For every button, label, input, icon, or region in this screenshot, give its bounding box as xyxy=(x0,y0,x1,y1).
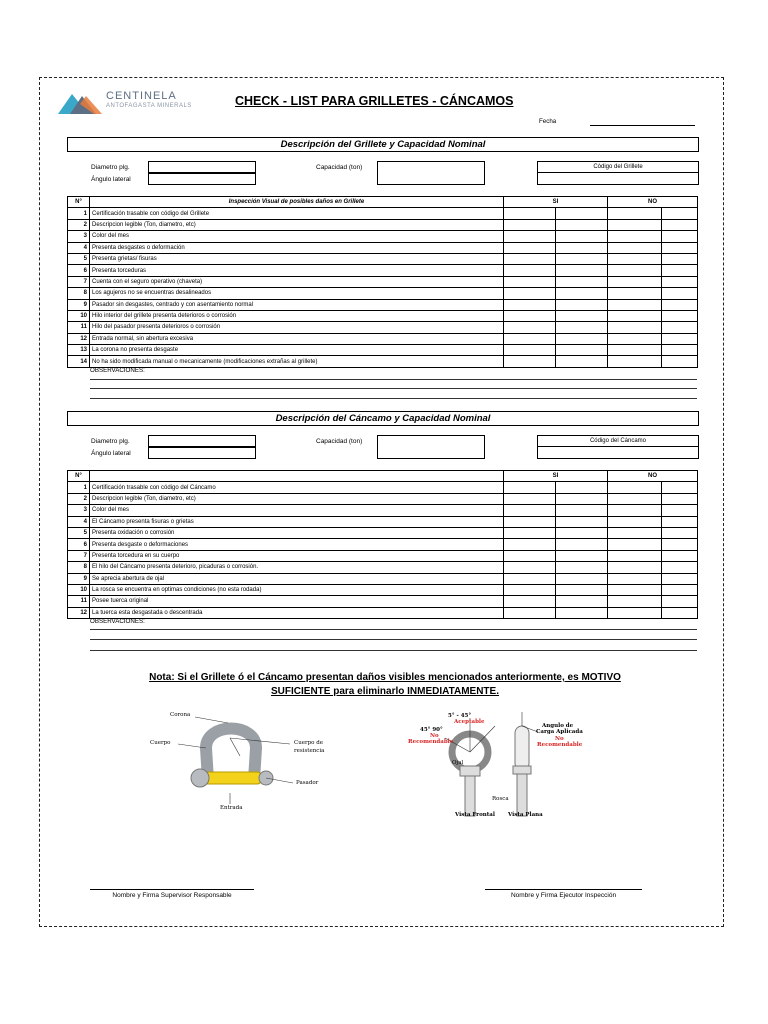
item-number: 5 xyxy=(68,527,90,538)
no-cell-b[interactable] xyxy=(662,288,698,299)
eyebolt-no-label-1: No xyxy=(430,733,439,739)
grillete-codigo-label: Código del Grillete xyxy=(537,161,699,173)
table-row xyxy=(68,288,698,299)
col-no-header: NO xyxy=(608,471,698,482)
si-cell-a[interactable] xyxy=(504,333,556,344)
si-cell-b[interactable] xyxy=(556,527,608,538)
si-cell-b[interactable] xyxy=(556,596,608,607)
si-cell-b[interactable] xyxy=(556,573,608,584)
item-number: 11 xyxy=(68,322,90,333)
shackle-cuerpo-resistencia-label-1: Cuerpo de xyxy=(294,740,323,746)
eyebolt-vista-plana-label: Vista Plana xyxy=(508,812,543,818)
cancamo-capacidad-label: Capacidad (ton) xyxy=(316,438,363,445)
item-number: 10 xyxy=(68,584,90,595)
item-text: Presenta grietas/ fisuras xyxy=(90,253,504,264)
si-cell-a[interactable] xyxy=(504,219,556,230)
item-text: Presenta oxidación o corrosión xyxy=(90,527,504,538)
table-row xyxy=(68,573,698,584)
logo-name: CENTINELA xyxy=(106,90,177,102)
eyebolt-range-ok-label: 5° - 45° xyxy=(448,713,472,719)
si-cell-a[interactable] xyxy=(504,356,556,367)
no-cell-a[interactable] xyxy=(608,208,662,219)
si-cell-b[interactable] xyxy=(556,345,608,356)
no-cell-a[interactable] xyxy=(608,219,662,230)
si-cell-a[interactable] xyxy=(504,505,556,516)
si-cell-b[interactable] xyxy=(556,356,608,367)
si-cell-a[interactable] xyxy=(504,607,556,618)
si-cell-b[interactable] xyxy=(556,562,608,573)
grillete-obs-line-2[interactable] xyxy=(90,388,697,389)
si-cell-a[interactable] xyxy=(504,208,556,219)
shackle-corona-label: Corona xyxy=(170,712,191,718)
logo-subtitle: ANTOFAGASTA MINERALS xyxy=(106,103,192,109)
table-row xyxy=(68,242,698,253)
eyebolt-side-shank-icon xyxy=(517,774,527,816)
item-text: Descripcion legible (Ton, diametro, etc) xyxy=(90,219,504,230)
si-cell-b[interactable] xyxy=(556,242,608,253)
table-row xyxy=(68,584,698,595)
eyebolt-recomendable-label-2: Recomendable xyxy=(537,742,583,748)
item-number: 1 xyxy=(68,208,90,219)
no-cell-b[interactable] xyxy=(662,276,698,287)
table-row xyxy=(68,333,698,344)
item-text: Color del mes xyxy=(90,231,504,242)
no-cell-a[interactable] xyxy=(608,231,662,242)
no-cell-b[interactable] xyxy=(662,208,698,219)
col-n-header: N° xyxy=(68,197,90,208)
table-row xyxy=(68,276,698,287)
no-cell-b[interactable] xyxy=(662,550,698,561)
table-row xyxy=(68,253,698,264)
item-number: 4 xyxy=(68,242,90,253)
no-cell-b[interactable] xyxy=(662,562,698,573)
item-text: Presenta torceduras xyxy=(90,265,504,276)
si-cell-a[interactable] xyxy=(504,527,556,538)
item-number: 7 xyxy=(68,550,90,561)
item-number: 14 xyxy=(68,356,90,367)
grillete-angulo-input[interactable] xyxy=(148,173,256,185)
si-cell-a[interactable] xyxy=(504,253,556,264)
grillete-observaciones-label: OBSERVACIONES: xyxy=(90,367,145,374)
eyebolt-rosca-label: Rosca xyxy=(492,796,509,802)
si-cell-b[interactable] xyxy=(556,299,608,310)
eyebolt-side-eye-icon xyxy=(515,726,529,770)
no-cell-b[interactable] xyxy=(662,219,698,230)
table-row xyxy=(68,550,698,561)
cancamo-observaciones-label: OBSERVACIONES: xyxy=(90,618,145,625)
no-cell-a[interactable] xyxy=(608,299,662,310)
no-cell-a[interactable] xyxy=(608,527,662,538)
no-cell-b[interactable] xyxy=(662,333,698,344)
eyebolt-ojal-label: Ojal xyxy=(452,760,464,766)
si-cell-a[interactable] xyxy=(504,573,556,584)
no-cell-b[interactable] xyxy=(662,242,698,253)
si-cell-a[interactable] xyxy=(504,310,556,321)
grillete-capacidad-input[interactable] xyxy=(377,161,485,185)
cancamo-codigo-input[interactable] xyxy=(537,446,699,459)
si-cell-a[interactable] xyxy=(504,276,556,287)
grillete-obs-line-3[interactable] xyxy=(90,398,697,399)
item-text: Descripcion legible (Ton, diametro, etc) xyxy=(90,493,504,504)
cancamo-diametro-input[interactable] xyxy=(148,435,256,447)
ejecutor-signature-line[interactable]: Nombre y Firma Ejecutor Inspección xyxy=(485,889,642,899)
col-inspeccion-header xyxy=(90,471,504,482)
no-cell-a[interactable] xyxy=(608,310,662,321)
item-number: 12 xyxy=(68,607,90,618)
no-cell-b[interactable] xyxy=(662,596,698,607)
no-cell-a[interactable] xyxy=(608,265,662,276)
item-text: Presenta torcedura en su cuerpo xyxy=(90,550,504,561)
item-text: Presenta desgastes o deformación xyxy=(90,242,504,253)
no-cell-b[interactable] xyxy=(662,345,698,356)
no-cell-a[interactable] xyxy=(608,550,662,561)
si-cell-b[interactable] xyxy=(556,482,608,493)
item-text: Entrada normal, sin abertura excesiva xyxy=(90,333,504,344)
si-cell-a[interactable] xyxy=(504,345,556,356)
note-line-1: Nota: Si el Grillete ó el Cáncamo presentan daños visibles mencionados anteriormente, es MOTIVO xyxy=(149,672,621,683)
si-cell-b[interactable] xyxy=(556,288,608,299)
si-cell-a[interactable] xyxy=(504,562,556,573)
item-text: No ha sido modificada manual o mecanicamente (modificaciones extrañas al grillete) xyxy=(90,356,504,367)
item-number: 11 xyxy=(68,596,90,607)
si-cell-b[interactable] xyxy=(556,265,608,276)
no-cell-a[interactable] xyxy=(608,288,662,299)
item-text: La corona no presenta desgaste xyxy=(90,345,504,356)
table-row xyxy=(68,527,698,538)
eyebolt-recomendable-label-1: Recomendable xyxy=(408,739,454,745)
cancamo-angulo-label: Ángulo lateral xyxy=(91,450,131,457)
no-cell-a[interactable] xyxy=(608,584,662,595)
col-inspeccion-header: Inspección Visual de posibles daños en Grillete xyxy=(90,197,504,208)
no-cell-b[interactable] xyxy=(662,527,698,538)
no-cell-b[interactable] xyxy=(662,505,698,516)
table-row xyxy=(68,516,698,527)
cancamo-capacidad-input[interactable] xyxy=(377,435,485,459)
fecha-field[interactable] xyxy=(590,125,695,126)
grillete-obs-line-1[interactable] xyxy=(90,379,697,380)
item-number: 6 xyxy=(68,265,90,276)
si-cell-b[interactable] xyxy=(556,231,608,242)
si-cell-b[interactable] xyxy=(556,322,608,333)
eyebolt-angulo-carga-label-1: Angulo de xyxy=(542,723,574,729)
si-cell-b[interactable] xyxy=(556,493,608,504)
no-cell-a[interactable] xyxy=(608,253,662,264)
si-cell-a[interactable] xyxy=(504,550,556,561)
no-cell-b[interactable] xyxy=(662,310,698,321)
table-row xyxy=(68,231,698,242)
cancamo-obs-line-1[interactable] xyxy=(90,629,697,630)
table-row xyxy=(68,607,698,618)
no-cell-b[interactable] xyxy=(662,299,698,310)
eyebolt-vista-frontal-label: Vista Frontal xyxy=(455,812,495,818)
si-cell-a[interactable] xyxy=(504,322,556,333)
si-cell-b[interactable] xyxy=(556,333,608,344)
table-row xyxy=(68,322,698,333)
si-cell-a[interactable] xyxy=(504,265,556,276)
si-cell-b[interactable] xyxy=(556,253,608,264)
grillete-angulo-label: Ángulo lateral xyxy=(91,176,131,183)
table-row xyxy=(68,345,698,356)
eyebolt-aceptable-label: Aceptable xyxy=(454,719,485,725)
table-row xyxy=(68,208,698,219)
item-text: Hilo del pasador presenta deterioros o corrosión xyxy=(90,322,504,333)
item-number: 4 xyxy=(68,516,90,527)
grillete-checklist-table xyxy=(67,196,698,368)
eyebolt-angulo-carga-label-2: Carga Aplicada xyxy=(536,729,583,735)
si-cell-b[interactable] xyxy=(556,516,608,527)
item-text: Certificación trasable con código del Cáncamo xyxy=(90,482,504,493)
table-row xyxy=(68,596,698,607)
si-cell-a[interactable] xyxy=(504,493,556,504)
item-text: Presenta desgaste o deformaciones xyxy=(90,539,504,550)
no-cell-a[interactable] xyxy=(608,482,662,493)
si-cell-b[interactable] xyxy=(556,505,608,516)
item-number: 2 xyxy=(68,493,90,504)
no-cell-a[interactable] xyxy=(608,333,662,344)
si-cell-a[interactable] xyxy=(504,584,556,595)
no-cell-a[interactable] xyxy=(608,345,662,356)
item-number: 12 xyxy=(68,333,90,344)
si-cell-a[interactable] xyxy=(504,516,556,527)
item-text: Cuenta con el seguro operativo (chaveta) xyxy=(90,276,504,287)
item-text: El Cáncamo presenta fisuras o grietas xyxy=(90,516,504,527)
no-cell-a[interactable] xyxy=(608,596,662,607)
grillete-diametro-label: Diametro plg. xyxy=(91,164,130,171)
col-n-header: N° xyxy=(68,471,90,482)
no-cell-a[interactable] xyxy=(608,276,662,287)
eyebolt-front-shank-icon xyxy=(465,776,475,816)
si-cell-b[interactable] xyxy=(556,208,608,219)
fecha-label: Fecha xyxy=(539,118,557,125)
si-cell-a[interactable] xyxy=(504,596,556,607)
si-cell-b[interactable] xyxy=(556,550,608,561)
no-cell-a[interactable] xyxy=(608,322,662,333)
item-number: 8 xyxy=(68,562,90,573)
shackle-bolt-head-icon xyxy=(191,769,209,787)
table-row xyxy=(68,299,698,310)
table-row xyxy=(68,219,698,230)
cancamo-section-title: Descripción del Cáncamo y Capacidad Nominal xyxy=(67,411,699,426)
item-text: Los agujeros no se encuentras desalineados xyxy=(90,288,504,299)
si-cell-b[interactable] xyxy=(556,607,608,618)
si-cell-a[interactable] xyxy=(504,539,556,550)
cancamo-obs-line-2[interactable] xyxy=(90,639,697,640)
grillete-table-header xyxy=(68,197,698,208)
item-text: Certificación trasable con código del Grillete xyxy=(90,208,504,219)
no-cell-b[interactable] xyxy=(662,253,698,264)
item-number: 10 xyxy=(68,310,90,321)
si-cell-b[interactable] xyxy=(556,276,608,287)
cancamo-angulo-input[interactable] xyxy=(148,447,256,459)
item-text: La tuerca esta desgastada o descentrada xyxy=(90,607,504,618)
item-number: 2 xyxy=(68,219,90,230)
item-number: 1 xyxy=(68,482,90,493)
grillete-codigo-input[interactable] xyxy=(537,172,699,185)
grillete-capacidad-label: Capacidad (ton) xyxy=(316,164,363,171)
table-row xyxy=(68,539,698,550)
shackle-cuerpo-resistencia-label-2: resistencia xyxy=(294,748,325,754)
si-cell-a[interactable] xyxy=(504,482,556,493)
si-cell-a[interactable] xyxy=(504,288,556,299)
shackle-diagram xyxy=(150,708,340,818)
col-si-header: SI xyxy=(504,471,608,482)
centinela-logo-icon xyxy=(56,86,104,116)
item-text: La rosca se encuentra en optimas condiciones (no esta rodada) xyxy=(90,584,504,595)
cancamo-obs-line-3[interactable] xyxy=(90,650,697,651)
no-cell-a[interactable] xyxy=(608,505,662,516)
table-row xyxy=(68,310,698,321)
item-text: Posee tuerca original xyxy=(90,596,504,607)
item-text: Se aprecia abertura de ojal xyxy=(90,573,504,584)
si-cell-b[interactable] xyxy=(556,310,608,321)
no-cell-b[interactable] xyxy=(662,516,698,527)
item-number: 3 xyxy=(68,231,90,242)
item-text: Color del mes xyxy=(90,505,504,516)
no-cell-b[interactable] xyxy=(662,573,698,584)
no-cell-b[interactable] xyxy=(662,356,698,367)
table-row xyxy=(68,265,698,276)
no-cell-a[interactable] xyxy=(608,539,662,550)
item-text: Pasador sin desgastes, centrado y con asentamiento normal xyxy=(90,299,504,310)
eyebolt-no-label-2: No xyxy=(555,736,564,742)
item-text: El hilo del Cáncamo presenta deterioro, picaduras o corrosión. xyxy=(90,562,504,573)
no-cell-a[interactable] xyxy=(608,242,662,253)
item-number: 9 xyxy=(68,299,90,310)
item-number: 5 xyxy=(68,253,90,264)
shackle-entrada-label: Entrada xyxy=(220,805,243,811)
supervisor-signature-line[interactable]: Nombre y Firma Supervisor Responsable xyxy=(90,889,254,899)
si-cell-b[interactable] xyxy=(556,584,608,595)
table-row xyxy=(68,505,698,516)
note-line-2: SUFICIENTE para eliminarlo INMEDIATAMENTE. xyxy=(271,686,499,697)
si-cell-b[interactable] xyxy=(556,219,608,230)
item-number: 7 xyxy=(68,276,90,287)
table-row xyxy=(68,493,698,504)
no-cell-a[interactable] xyxy=(608,573,662,584)
no-cell-b[interactable] xyxy=(662,265,698,276)
no-cell-b[interactable] xyxy=(662,482,698,493)
col-si-header: SI xyxy=(504,197,608,208)
item-number: 13 xyxy=(68,345,90,356)
page-title: CHECK - LIST PARA GRILLETES - CÁNCAMOS xyxy=(235,94,514,108)
si-cell-a[interactable] xyxy=(504,242,556,253)
no-cell-a[interactable] xyxy=(608,356,662,367)
no-cell-b[interactable] xyxy=(662,539,698,550)
grillete-diametro-input[interactable] xyxy=(148,161,256,173)
no-cell-a[interactable] xyxy=(608,516,662,527)
no-cell-b[interactable] xyxy=(662,584,698,595)
table-row xyxy=(68,562,698,573)
shackle-cuerpo-label: Cuerpo xyxy=(150,740,171,746)
no-cell-a[interactable] xyxy=(608,607,662,618)
col-no-header: NO xyxy=(608,197,698,208)
no-cell-b[interactable] xyxy=(662,231,698,242)
item-text: Hilo interior del grillete presenta deterioros o corrosión xyxy=(90,310,504,321)
item-number: 3 xyxy=(68,505,90,516)
table-row xyxy=(68,482,698,493)
cancamo-codigo-label: Código del Cáncamo xyxy=(537,435,699,447)
cancamo-diametro-label: Diametro plg. xyxy=(91,438,130,445)
cancamo-table-header xyxy=(68,471,698,482)
table-row xyxy=(68,356,698,367)
shackle-pasador-label: Pasador xyxy=(296,780,319,786)
si-cell-b[interactable] xyxy=(556,539,608,550)
item-number: 8 xyxy=(68,288,90,299)
no-cell-a[interactable] xyxy=(608,493,662,504)
no-cell-b[interactable] xyxy=(662,322,698,333)
eyebolt-range-bad-label: 45° 90° xyxy=(420,727,443,733)
item-number: 6 xyxy=(68,539,90,550)
grillete-section-title: Descripción del Grillete y Capacidad Nominal xyxy=(67,137,699,152)
si-cell-a[interactable] xyxy=(504,231,556,242)
no-cell-a[interactable] xyxy=(608,562,662,573)
si-cell-a[interactable] xyxy=(504,299,556,310)
no-cell-b[interactable] xyxy=(662,493,698,504)
cancamo-checklist-table xyxy=(67,470,698,619)
item-number: 9 xyxy=(68,573,90,584)
no-cell-b[interactable] xyxy=(662,607,698,618)
